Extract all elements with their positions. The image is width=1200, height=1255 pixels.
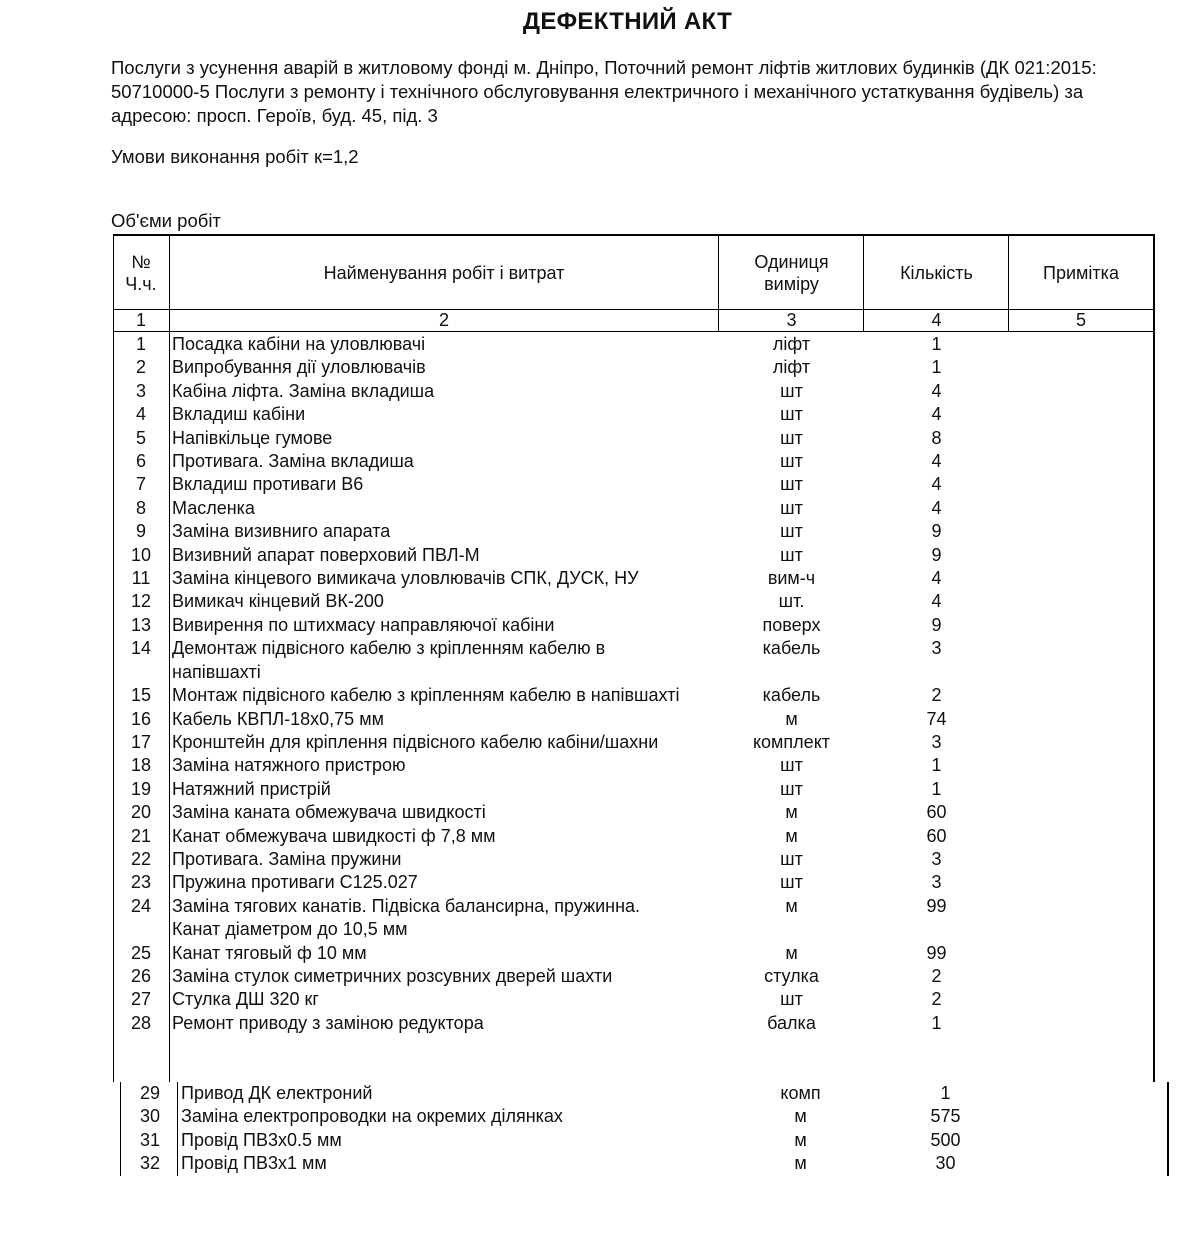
table-row	[113, 1012, 1153, 1035]
column-numbers-row	[113, 309, 1153, 332]
volumes-label: Об'єми робіт	[111, 210, 221, 231]
quantity: 74	[926, 708, 947, 729]
table-row	[122, 1152, 1162, 1175]
col-number-1: 1	[135, 310, 146, 330]
table-row	[113, 614, 1153, 637]
row-number: 17	[130, 731, 152, 752]
unit-of-measure: ліфт	[772, 334, 811, 354]
table-header	[113, 234, 1153, 310]
grid-line	[1153, 234, 1155, 1082]
grid-line	[1167, 1082, 1169, 1176]
unit-of-measure: шт	[780, 427, 803, 448]
quantity: 4	[931, 568, 942, 589]
table-row	[113, 450, 1153, 473]
work-name: Кабель КВПЛ-18х0,75 мм	[172, 708, 384, 729]
quantity: 99	[926, 942, 947, 963]
unit-of-measure: м	[785, 895, 798, 916]
work-conditions: Умови виконання робіт к=1,2	[111, 146, 359, 167]
unit-of-measure: вим-ч	[767, 568, 816, 589]
row-number: 31	[139, 1129, 161, 1150]
unit-of-measure: кабель	[762, 638, 821, 659]
grid-line	[718, 234, 719, 331]
row-number: 11	[131, 568, 151, 589]
work-name: Канат тяговый ф 10 мм	[172, 942, 367, 963]
col-number-4: 4	[931, 310, 942, 330]
table-row	[113, 825, 1153, 848]
table-row	[113, 848, 1153, 871]
work-name: Вкладиш кабіни	[172, 404, 306, 425]
table-row	[113, 708, 1153, 731]
unit-of-measure: кабель	[762, 685, 821, 706]
row-number: 29	[139, 1083, 161, 1103]
quantity: 1	[931, 334, 942, 354]
work-name: Заміна каната обмежувача швидкості	[172, 802, 486, 823]
unit-of-measure: шт	[780, 848, 803, 869]
header-name: Найменування робіт і витрат	[323, 262, 565, 283]
work-name: Ремонт приводу з заміною редуктора	[172, 1012, 484, 1033]
unit-of-measure: шт	[780, 521, 803, 542]
work-name: Випробування дії уловлювачів	[172, 357, 426, 378]
unit-of-measure: шт	[780, 755, 803, 776]
unit-of-measure: м	[785, 942, 798, 963]
work-name: Кронштейн для кріплення підвісного кабелю кабіни/шахни	[172, 731, 659, 752]
table-row	[113, 403, 1153, 426]
quantity: 9	[931, 614, 942, 635]
unit-of-measure: поверх	[762, 614, 821, 635]
quantity: 60	[926, 825, 947, 846]
table-body-continued	[122, 1082, 1162, 1176]
unit-of-measure: балка	[767, 1012, 816, 1033]
row-number: 6	[135, 451, 146, 472]
table-row	[122, 1129, 1162, 1152]
header-no: № Ч.ч.	[125, 251, 157, 294]
quantity: 2	[931, 965, 942, 986]
quantity: 1	[931, 755, 942, 776]
unit-of-measure: м	[785, 708, 798, 729]
row-number: 18	[130, 755, 152, 776]
work-name: Противага. Заміна пружини	[172, 848, 402, 869]
unit-of-measure: шт	[780, 989, 803, 1010]
row-number: 16	[130, 708, 152, 729]
work-name: Заміна стулок симетричних розсувних дверей шахти	[172, 965, 613, 986]
table-row	[113, 520, 1153, 543]
row-number: 30	[139, 1106, 161, 1127]
document-title: ДЕФЕКТНИЙ АКТ	[522, 8, 733, 35]
unit-of-measure: м	[794, 1129, 807, 1150]
unit-of-measure: стулка	[764, 965, 819, 986]
table-row	[113, 333, 1153, 356]
quantity: 500	[930, 1129, 961, 1150]
row-number: 20	[130, 802, 152, 823]
row-number: 32	[139, 1153, 161, 1174]
work-name: Пружина противаги С125.027	[172, 872, 418, 893]
row-number: 13	[130, 614, 152, 635]
table-row	[113, 567, 1153, 590]
quantity: 1	[931, 357, 942, 378]
table-row	[113, 942, 1153, 965]
table-row	[113, 427, 1153, 450]
quantity: 4	[931, 451, 942, 472]
unit-of-measure: м	[785, 802, 798, 823]
unit-of-measure: шт	[780, 474, 803, 495]
row-number: 27	[130, 989, 152, 1010]
row-number: 24	[130, 895, 152, 916]
quantity: 1	[940, 1083, 951, 1103]
table-row	[113, 544, 1153, 567]
quantity: 2	[931, 989, 942, 1010]
quantity: 3	[931, 638, 942, 659]
table-row	[113, 778, 1153, 801]
table-row	[122, 1105, 1162, 1128]
header-unit: Одиниця виміру	[754, 251, 829, 294]
table-body	[113, 333, 1153, 1035]
work-name: Заміна кінцевого вимикача уловлювачів СПК, ДУСК, НУ	[172, 568, 639, 589]
row-number: 9	[135, 521, 146, 542]
quantity: 9	[931, 521, 942, 542]
quantity: 3	[931, 731, 942, 752]
table-row	[113, 871, 1153, 894]
quantity: 9	[931, 544, 942, 565]
work-name: Визивний апарат поверховий ПВЛ-М	[172, 544, 480, 565]
row-number: 26	[130, 965, 152, 986]
unit-of-measure: ліфт	[772, 357, 811, 378]
unit-of-measure: шт	[780, 778, 803, 799]
table-row	[113, 754, 1153, 777]
quantity: 60	[926, 802, 947, 823]
document-description: Послуги з усунення аварій в житловому фонді м. Дніпро, Поточний ремонт ліфтів житлових будинків (ДК 021:2015: 50710000-5 Послуги з ремонту і технічного обслуговування електричного і механічного устаткування будівель) за адресою: просп. Героїв, буд. 45, під. 3	[111, 57, 1097, 126]
work-name: Канат обмежувача швидкості ф 7,8 мм	[172, 825, 496, 846]
row-number: 3	[135, 380, 146, 401]
unit-of-measure: м	[794, 1153, 807, 1174]
row-number: 8	[135, 497, 146, 518]
unit-of-measure: шт	[780, 497, 803, 518]
table-row	[113, 590, 1153, 613]
table-row	[113, 380, 1153, 403]
quantity: 30	[935, 1153, 956, 1174]
work-name: Привод ДК електроний	[181, 1083, 373, 1103]
table-row	[113, 356, 1153, 379]
row-number: 5	[135, 427, 146, 448]
quantity: 99	[926, 895, 947, 916]
header-note: Примітка	[1043, 262, 1119, 283]
table-row	[113, 473, 1153, 496]
quantity: 4	[931, 591, 942, 612]
unit-of-measure: комп	[780, 1083, 821, 1103]
table-row	[122, 1082, 1162, 1105]
grid-line	[120, 1082, 121, 1176]
grid-line	[863, 234, 864, 331]
work-name: Демонтаж підвісного кабелю з кріпленням кабелю в напівшахті	[172, 638, 606, 682]
quantity: 4	[931, 474, 942, 495]
row-number: 19	[130, 778, 152, 799]
work-name: Вкладиш противаги В6	[172, 474, 364, 495]
quantity: 1	[931, 1012, 942, 1033]
row-number: 1	[135, 334, 146, 354]
quantity: 4	[931, 380, 942, 401]
row-number: 28	[130, 1012, 152, 1033]
table-row	[113, 637, 1153, 684]
work-name: Масленка	[172, 497, 255, 518]
unit-of-measure: шт	[780, 404, 803, 425]
work-name: Провід ПВ3х1 мм	[181, 1153, 327, 1174]
work-name: Заміна тягових канатів. Підвіска балансирна, пружинна. Канат діаметром до 10,5 мм	[172, 895, 641, 940]
work-name: Вимикач кінцевий ВК-200	[172, 591, 384, 612]
row-number: 15	[130, 685, 152, 706]
work-name: Противага. Заміна вкладиша	[172, 451, 414, 472]
unit-of-measure: м	[794, 1106, 807, 1127]
row-number: 2	[135, 357, 146, 378]
work-name: Провід ПВ3х0.5 мм	[181, 1129, 342, 1150]
row-number: 12	[130, 591, 152, 612]
row-number: 14	[130, 638, 152, 659]
work-name: Заміна натяжного пристрою	[172, 755, 406, 776]
header-qty: Кількість	[900, 262, 973, 283]
unit-of-measure: м	[785, 825, 798, 846]
quantity: 2	[931, 685, 942, 706]
row-number: 4	[135, 404, 146, 425]
work-name: Вивирення по штихмасу направляючої кабіни	[172, 614, 555, 635]
table-row	[113, 895, 1153, 942]
work-name: Монтаж підвісного кабелю з кріпленням кабелю в напівшахті	[172, 685, 680, 706]
quantity: 4	[931, 497, 942, 518]
quantity: 3	[931, 848, 942, 869]
table-row	[113, 497, 1153, 520]
unit-of-measure: шт	[780, 380, 803, 401]
quantity: 1	[931, 778, 942, 799]
table-row	[113, 801, 1153, 824]
work-name: Заміна визивниго апарата	[172, 521, 391, 542]
unit-of-measure: шт	[780, 544, 803, 565]
row-number: 21	[130, 825, 152, 846]
work-name: Стулка ДШ 320 кг	[172, 989, 319, 1010]
col-number-2: 2	[438, 310, 449, 330]
work-name: Кабіна ліфта. Заміна вкладиша	[172, 380, 435, 401]
table-row	[113, 965, 1153, 988]
work-name: Посадка кабіни на уловлювачі	[172, 334, 426, 354]
quantity: 3	[931, 872, 942, 893]
quantity: 575	[930, 1106, 961, 1127]
unit-of-measure: шт	[780, 872, 803, 893]
col-number-3: 3	[786, 310, 797, 330]
col-number-5: 5	[1075, 310, 1086, 330]
table-row	[113, 684, 1153, 707]
row-number: 23	[130, 872, 152, 893]
work-name: Заміна електропроводки на окремих ділянках	[181, 1106, 563, 1127]
work-name: Напівкільце гумове	[172, 427, 333, 448]
unit-of-measure: шт.	[778, 591, 805, 612]
row-number: 10	[130, 544, 152, 565]
grid-line	[1008, 234, 1009, 331]
quantity: 4	[931, 404, 942, 425]
table-row	[113, 731, 1153, 754]
row-number: 22	[130, 848, 152, 869]
work-name: Натяжний пристрій	[172, 778, 331, 799]
quantity: 8	[931, 427, 942, 448]
unit-of-measure: комплект	[752, 731, 831, 752]
table-row	[113, 988, 1153, 1011]
unit-of-measure: шт	[780, 451, 803, 472]
row-number: 25	[130, 942, 152, 963]
row-number: 7	[135, 474, 146, 495]
